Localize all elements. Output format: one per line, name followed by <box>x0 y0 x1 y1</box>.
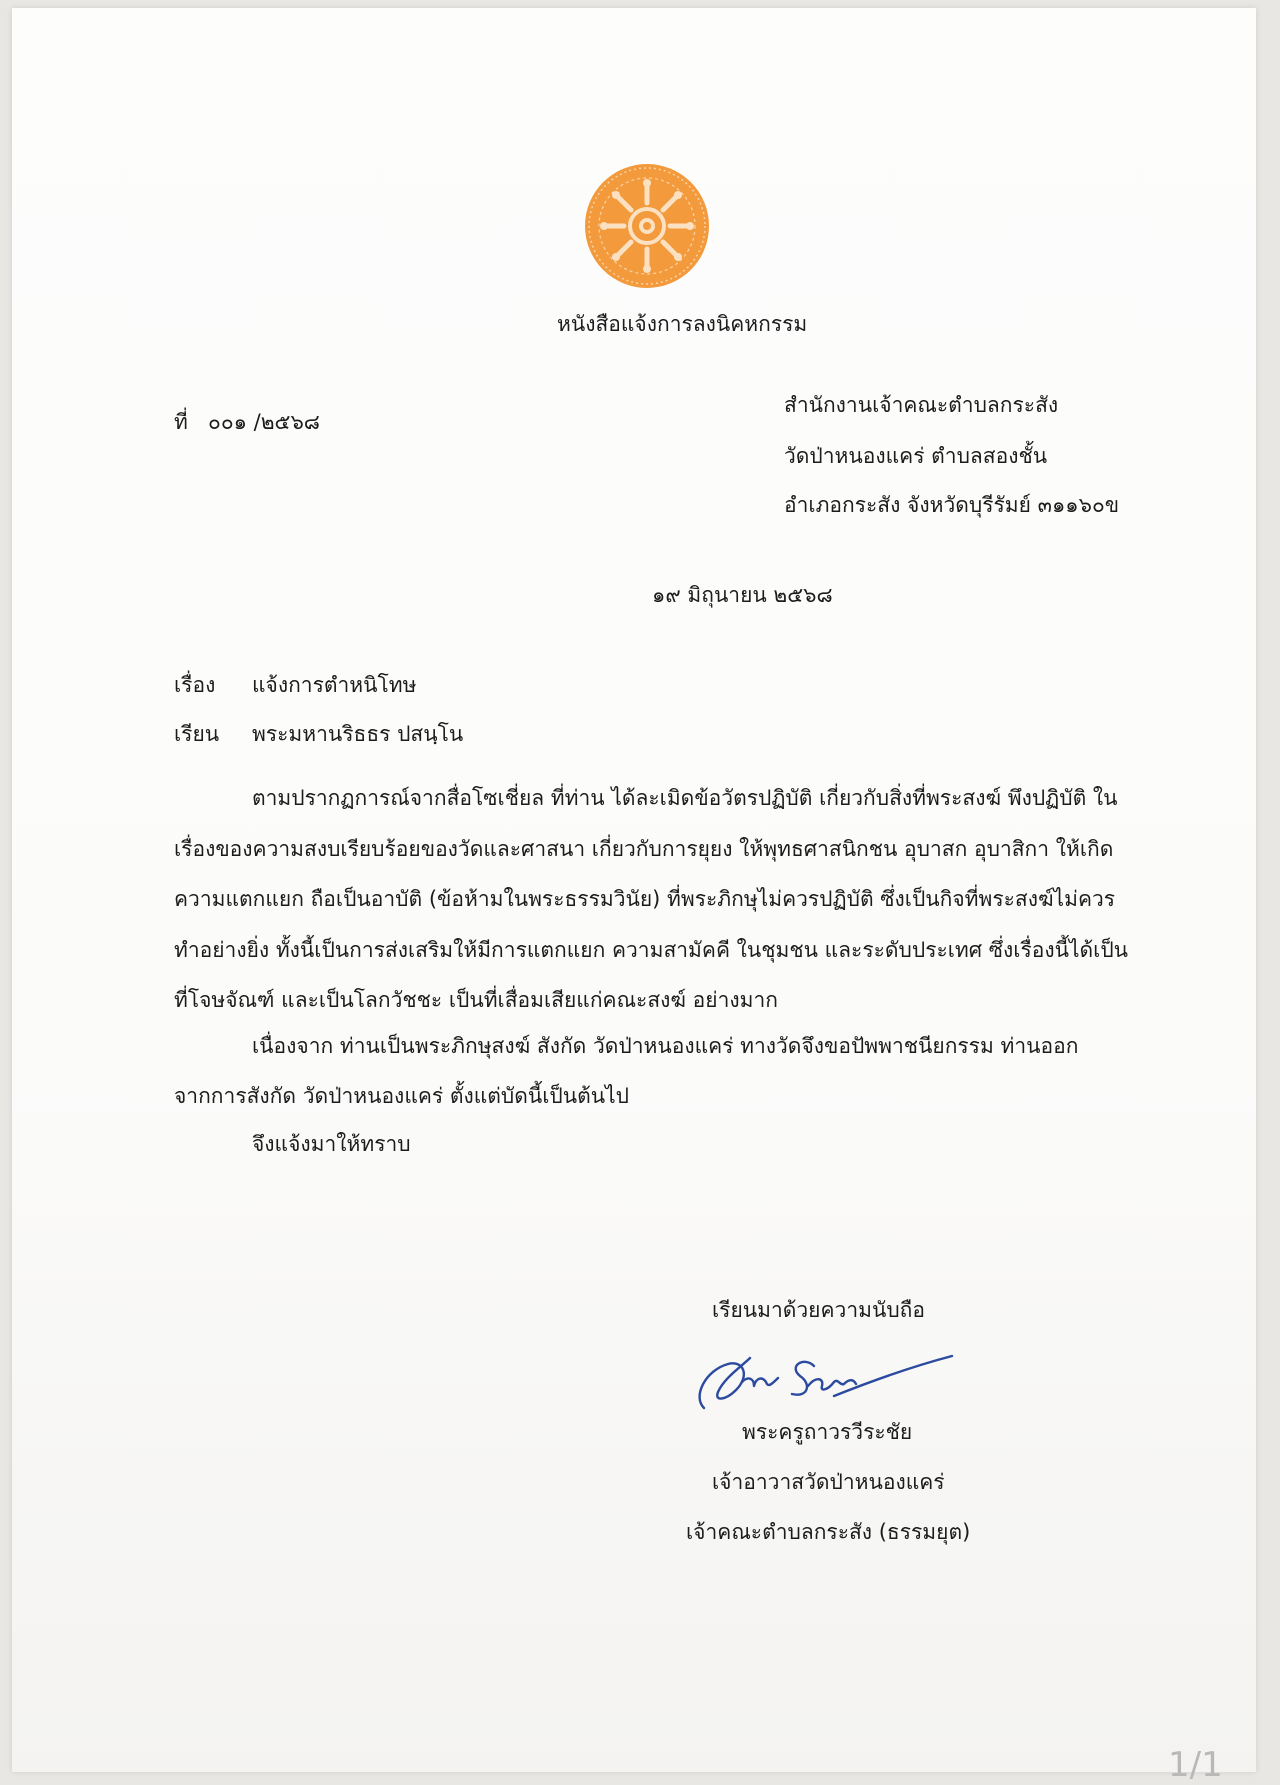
reference-label: ที่ <box>174 410 188 434</box>
page-indicator: 1/1 <box>1168 1745 1223 1785</box>
sender-address-line: สำนักงานเจ้าคณะตำบลกระสัง <box>784 393 1059 417</box>
sender-address-line: อำเภอกระสัง จังหวัดบุรีรัมย์ ๓๑๑๖๐ข <box>784 493 1120 517</box>
signer-position: เจ้าคณะตำบลกระสัง (ธรรมยุต) <box>686 1520 971 1544</box>
reference-number: ๐๐๑ /๒๕๖๘ <box>208 410 320 434</box>
subject-label: เรื่อง <box>174 673 216 697</box>
closing-phrase: เรียนมาด้วยความนับถือ <box>712 1298 925 1322</box>
letter-date: ๑๙ มิถุนายน ๒๕๖๘ <box>652 583 833 607</box>
letter-page <box>12 8 1256 1772</box>
signer-position: เจ้าอาวาสวัดป่าหนองแคร่ <box>712 1470 945 1494</box>
body-line: จากการสังกัด วัดป่าหนองแคร่ ตั้งแต่บัดนี้เป็นต้นไป <box>174 1084 629 1108</box>
recipient-label: เรียน <box>174 722 220 746</box>
subject-value: แจ้งการตำหนิโทษ <box>252 673 417 697</box>
dharma-wheel-emblem-icon <box>584 163 710 289</box>
body-line: ที่โจษจัณฑ์ และเป็นโลกวัชชะ เป็นที่เสื่อมเสียแก่คณะสงฆ์ อย่างมาก <box>174 988 778 1012</box>
sender-address-line: วัดป่าหนองแคร่ ตำบลสองชั้น <box>784 444 1048 468</box>
body-line: เรื่องของความสงบเรียบร้อยของวัดและศาสนา เกี่ยวกับการยุยง ให้พุทธศาสนิกชน อุบาสก อุบาสิกา ให้เกิด <box>174 837 1114 861</box>
body-line: จึงแจ้งมาให้ทราบ <box>252 1132 411 1156</box>
signer-name: พระครูถาวรวีระชัย <box>742 1420 913 1444</box>
recipient-value: พระมหานริธธร ปสนฺโน <box>252 722 464 746</box>
body-line: ตามปรากฏการณ์จากสื่อโซเชี่ยล ที่ท่าน ได้ละเมิดข้อวัตรปฏิบัติ เกี่ยวกับสิ่งที่พระสงฆ์ พึงปฏิบัติ ใน <box>252 786 1118 810</box>
letter-title: หนังสือแจ้งการลงนิคหกรรม <box>557 312 808 336</box>
body-line: ทำอย่างยิ่ง ทั้งนี้เป็นการส่งเสริมให้มีการแตกแยก ความสามัคคี ในชุมชน และระดับประเทศ ซึ่งเรื่องนี้ได้เป็น <box>174 938 1129 962</box>
body-line: ความแตกแยก ถือเป็นอาบัติ (ข้อห้ามในพระธรรมวินัย) ที่พระภิกษุไม่ควรปฏิบัติ ซึ่งเป็นกิจที่พระสงฆ์ไม่ควร <box>174 887 1116 911</box>
body-line: เนื่องจาก ท่านเป็นพระภิกษุสงฆ์ สังกัด วัดป่าหนองแคร่ ทางวัดจึงขอปัพพาชนียกรรม ท่านออก <box>252 1034 1079 1058</box>
handwritten-signature-icon <box>684 1336 964 1426</box>
